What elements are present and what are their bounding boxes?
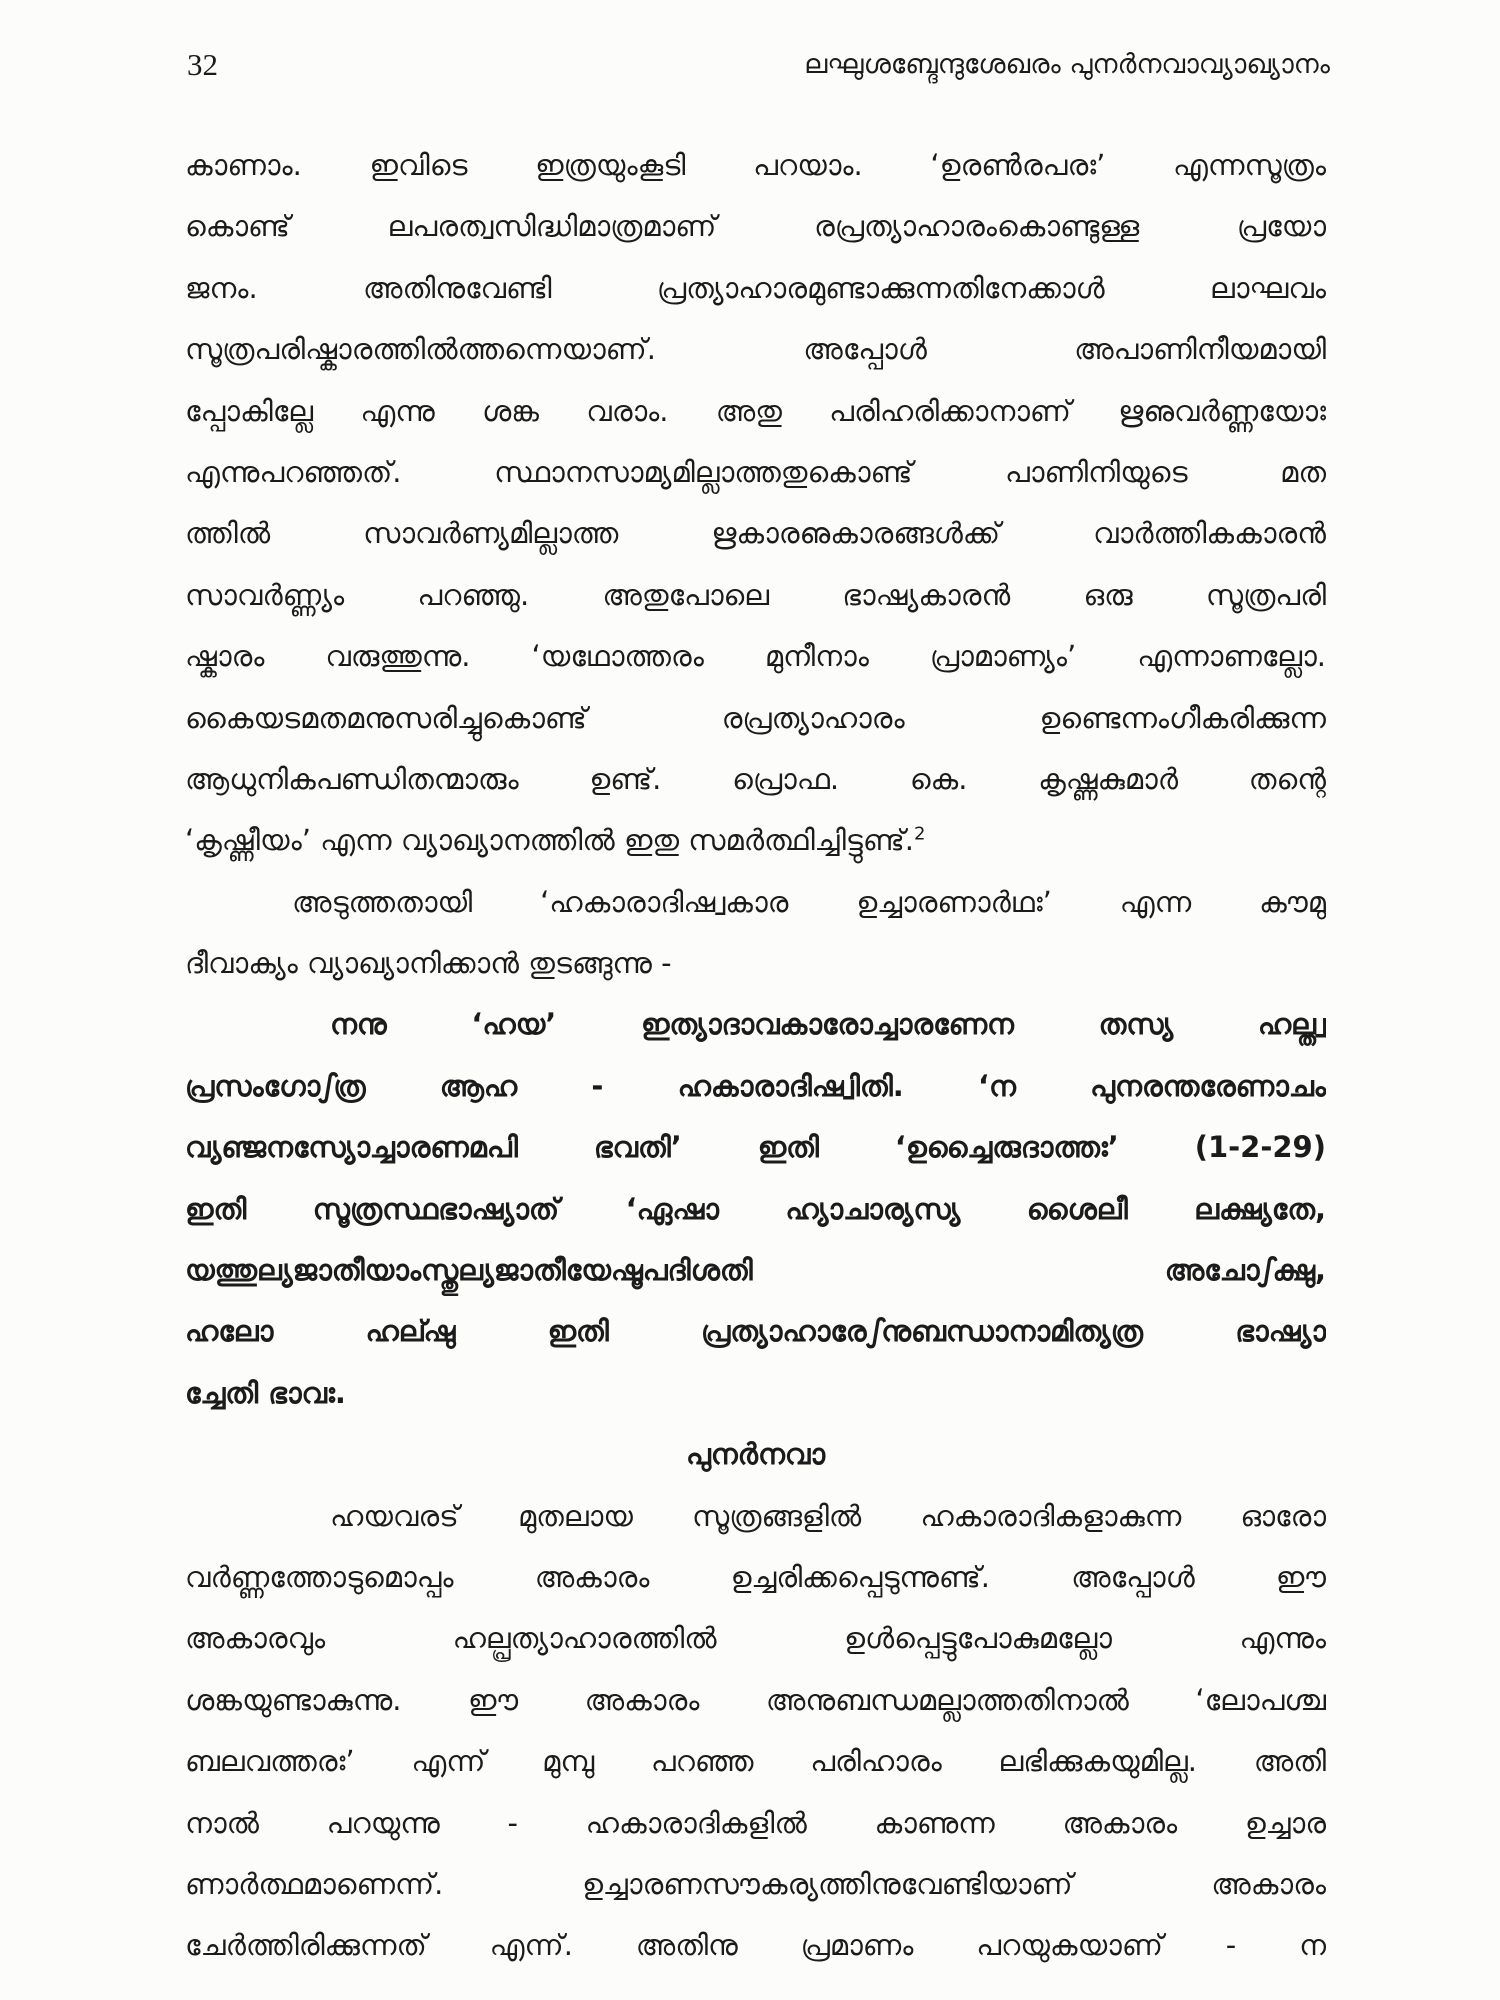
text-line xyxy=(185,810,1326,871)
running-title: ലഘുശബ്ദേന്ദുശേഖരം പുനർനവാവ്യാഖ്യാനം xyxy=(804,49,1330,80)
body-text xyxy=(185,135,1326,1977)
text-line: ഹയവരട് മുതലായ സൂത്രങ്ങളിൽ ഹകാരാദികളാകുന്ന ഓരോ xyxy=(330,1498,1326,1533)
quote-line: വ്യഞ്ജനസ്യോച്ചാരണമപി ഭവതി’ ഇതി ‘ഉച്ചൈരുദാത്തഃ’ (1-2-29) xyxy=(185,1130,1326,1165)
text-line: ഷ്കാരം വരുത്തുന്നു. ‘യഥോത്തരം മുനീനാം പ്രാമാണ്യം’ എന്നാണല്ലോ. xyxy=(185,639,1326,674)
text-line: ശങ്കയുണ്ടാകുന്നു. ഈ അകാരം അനുബന്ധമല്ലാത്തതിനാൽ ‘ലോപശ്ച xyxy=(185,1682,1326,1717)
text-line: ത്തിൽ സാവർണ്യമില്ലാത്ത ഋകാരഌകാരങ്ങൾക്ക് വാർത്തികകാരൻ xyxy=(185,516,1326,551)
text-line: ദീവാക്യം വ്യാഖ്യാനിക്കാൻ തുടങ്ങുന്നു - xyxy=(185,946,672,981)
text-line-content: ‘കൃഷ്ണീയം’ എന്ന വ്യാഖ്യാനത്തിൽ ഇതു സമർത്ഥിച്ചിട്ടുണ്ട്. xyxy=(185,823,914,858)
text-line: കൈയടമതമനുസരിച്ചുകൊണ്ട് രപ്രത്യാഹാരം ഉണ്ടെന്നംഗീകരിക്കുന്ന xyxy=(185,700,1326,735)
text-line: കൊണ്ട് ലപരത്വസിദ്ധിമാത്രമാണ് രപ്രത്യാഹാരംകൊണ്ടുള്ള പ്രയോ xyxy=(185,209,1326,244)
page-header xyxy=(185,42,1330,88)
text-line: പ്പോകില്ലേ എന്നു ശങ്ക വരാം. അതു പരിഹരിക്കാനാണ് ഋഌവർണ്ണയോഃ xyxy=(185,393,1326,428)
quote-line: യത്തുല്യജാതീയാംസ്തുല്യജാതീയേഷൂപദിശതി അചോഽക്ഷു, xyxy=(185,1253,1326,1288)
quote-line: ഇതി സൂത്രസ്ഥഭാഷ്യാത് ‘ഏഷാ ഹ്യാചാര്യസ്യ ശൈലീ ലക്ഷ്യതേ, xyxy=(185,1191,1326,1226)
quote-line: ഹലോ ഹല്ഷു ഇതി പ്രത്യാഹാരേഽനുബന്ധാനാമിത്യത്ര ഭാഷ്യാ xyxy=(185,1314,1326,1349)
footnote-ref: 2 xyxy=(913,823,926,845)
text-line: ചേർത്തിരിക്കുന്നത് എന്ന്. അതിനു പ്രമാണം പറയുകയാണ് - ന xyxy=(185,1928,1326,1963)
text-line: സാവർണ്ണ്യം പറഞ്ഞു. അതുപോലെ ഭാഷ്യകാരൻ ഒരു സൂത്രപരി xyxy=(185,577,1326,612)
text-line: ണാർത്ഥമാണെന്ന്. ഉച്ചാരണസൗകര്യത്തിനുവേണ്ടിയാണ് അകാരം xyxy=(185,1866,1326,1901)
quote-line: നനു ‘ഹയ’ ഇത്യാദാവകാരോച്ചാരണേന തസ്യ ഹല്ത്വ xyxy=(330,1007,1326,1042)
text-line: ജനം. അതിനുവേണ്ടി പ്രത്യാഹാരമുണ്ടാക്കുന്നതിനേക്കാൾ ലാഘവം xyxy=(185,270,1326,305)
text-line: സൂത്രപരിഷ്കാരത്തിൽത്തന്നെയാണ്. അപ്പോൾ അപാണിനീയമായി xyxy=(185,332,1326,367)
text-line: വർണ്ണത്തോടുമൊപ്പം അകാരം ഉച്ചരിക്കപ്പെടുന്നുണ്ട്. അപ്പോൾ ഈ xyxy=(185,1559,1326,1594)
text-line: ബലവത്തരഃ’ എന്ന് മുമ്പു പറഞ്ഞ പരിഹാരം ലഭിക്കുകയുമില്ല. അതി xyxy=(185,1744,1326,1779)
section-heading: പുനർനവാ xyxy=(685,1437,826,1472)
text-line: നാൽ പറയുന്നു - ഹകാരാദികളിൽ കാണുന്ന അകാരം ഉച്ചാര xyxy=(185,1805,1326,1840)
quote-line: ച്ചേതി ഭാവഃ. xyxy=(185,1375,346,1410)
quote-line: പ്രസംഗോഽത്ര ആഹ - ഹകാരാദിഷ്വിതി. ‘ന പുനരന്തരേണാചം xyxy=(185,1068,1326,1103)
text-line: എന്നുപറഞ്ഞത്. സ്ഥാനസാമ്യമില്ലാത്തതുകൊണ്ട് പാണിനിയുടെ മത xyxy=(185,454,1326,489)
text-line: അകാരവും ഹല്പ്രത്യാഹാരത്തിൽ ഉൾപ്പെട്ടുപോകുമല്ലോ എന്നും xyxy=(185,1621,1326,1656)
text-line: കാണാം. ഇവിടെ ഇത്രയുംകൂടി പറയാം. ‘ഉരൺരപരഃ’ എന്നസൂത്രം xyxy=(185,148,1326,182)
page-number: 32 xyxy=(187,47,218,82)
text-line: അടുത്തതായി ‘ഹകാരാദിഷ്വകാര ഉച്ചാരണാർഥഃ’ എന്ന കൗമു xyxy=(292,884,1326,919)
text-line: ആധുനികപണ്ഡിതന്മാരും ഉണ്ട്. പ്രൊഫ. കെ. കൃഷ്ണകുമാർ തന്റെ xyxy=(185,761,1326,796)
